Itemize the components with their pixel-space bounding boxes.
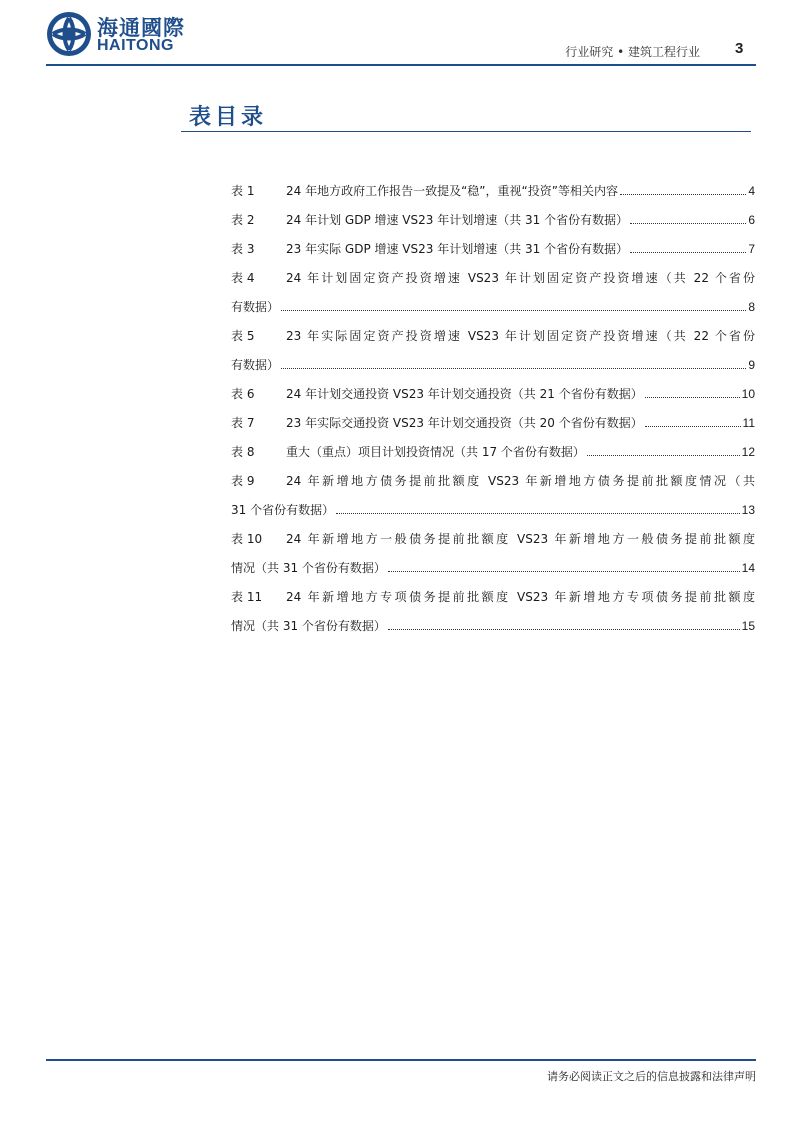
toc-entry-label: 表 6 (231, 386, 255, 401)
dot-leader (388, 571, 740, 572)
toc-entry[interactable] (231, 321, 755, 350)
toc-entry-title: 24 年计划交通投资 VS23 年计划交通投资（共 21 个省份有数据） (286, 386, 643, 401)
haitong-logo-icon (45, 10, 93, 58)
toc-entry-label: 表 9 (231, 473, 255, 488)
logo-english-name: HAITONG (97, 37, 174, 54)
toc-entry[interactable] (231, 466, 755, 495)
toc-entry-page: 15 (741, 618, 755, 633)
toc-entry[interactable] (231, 379, 755, 408)
page-title: 表目录 (189, 104, 268, 130)
toc-entry[interactable] (231, 205, 755, 234)
toc-entry-title: 24 年新增地方专项债务提前批额度 VS23 年新增地方专项债务提前批额度 (286, 589, 755, 604)
toc-entry-continuation[interactable] (231, 292, 755, 321)
dot-leader (645, 426, 741, 427)
toc-entry[interactable] (231, 524, 755, 553)
dot-leader (620, 194, 746, 195)
dot-leader (645, 397, 740, 398)
toc-entry-continuation[interactable] (231, 611, 755, 640)
toc-entry-continuation[interactable] (231, 350, 755, 379)
dot-leader (630, 252, 746, 253)
toc-entry-page: 6 (748, 212, 755, 227)
toc-entry[interactable] (231, 582, 755, 611)
page-header (0, 0, 802, 70)
toc-entry[interactable] (231, 176, 755, 205)
dot-leader (388, 629, 740, 630)
toc-entry-title-continued: 有数据） (231, 357, 280, 372)
toc-entry[interactable] (231, 263, 755, 292)
page-number: 3 (735, 40, 744, 57)
toc-entry-page: 10 (741, 386, 755, 401)
toc-entry-title-continued: 情况（共 31 个省份有数据） (231, 618, 386, 633)
table-of-contents (231, 176, 755, 640)
dot-leader (281, 310, 746, 311)
footer-divider (46, 1059, 756, 1061)
toc-entry-label: 表 4 (231, 270, 255, 285)
dot-leader (587, 455, 740, 456)
toc-entry-label: 表 11 (231, 589, 263, 604)
toc-entry-page: 14 (741, 560, 755, 575)
dot-leader (630, 223, 746, 224)
toc-entry-title: 24 年新增地方一般债务提前批额度 VS23 年新增地方一般债务提前批额度 (286, 531, 755, 546)
toc-entry-label: 表 10 (231, 531, 263, 546)
toc-entry-title-continued: 31 个省份有数据） (231, 502, 335, 517)
toc-entry[interactable] (231, 437, 755, 466)
toc-entry-title: 23 年实际交通投资 VS23 年计划交通投资（共 20 个省份有数据） (286, 415, 643, 430)
toc-entry-page: 11 (742, 415, 755, 430)
title-divider (181, 131, 751, 132)
toc-entry-title: 24 年地方政府工作报告一致提及“稳”，重视“投资”等相关内容 (286, 183, 618, 198)
toc-entry-title: 24 年新增地方债务提前批额度 VS23 年新增地方债务提前批额度情况（共 (286, 473, 755, 488)
dot-leader (336, 513, 740, 514)
toc-entry-title-continued: 有数据） (231, 299, 280, 314)
toc-entry-title: 重大（重点）项目计划投资情况（共 17 个省份有数据） (286, 444, 585, 459)
toc-entry-label: 表 3 (231, 241, 255, 256)
legal-disclaimer: 请务必阅读正文之后的信息披露和法律声明 (547, 1070, 756, 1083)
dot-leader (281, 368, 746, 369)
toc-entry-title: 24 年计划 GDP 增速 VS23 年计划增速（共 31 个省份有数据） (286, 212, 629, 227)
report-section: 行业研究 • 建筑工程行业 (565, 45, 700, 59)
toc-entry-continuation[interactable] (231, 553, 755, 582)
toc-entry-page: 7 (748, 241, 755, 256)
toc-entry-continuation[interactable] (231, 495, 755, 524)
toc-entry-title: 23 年实际 GDP 增速 VS23 年计划增速（共 31 个省份有数据） (286, 241, 629, 256)
toc-entry-label: 表 2 (231, 212, 255, 227)
toc-entry-title: 23 年实际固定资产投资增速 VS23 年计划固定资产投资增速（共 22 个省份 (286, 328, 755, 343)
toc-entry-label: 表 5 (231, 328, 255, 343)
toc-entry-title-continued: 情况（共 31 个省份有数据） (231, 560, 386, 575)
toc-entry-label: 表 1 (231, 183, 255, 198)
toc-entry-page: 9 (748, 357, 755, 372)
toc-entry-title: 24 年计划固定资产投资增速 VS23 年计划固定资产投资增速（共 22 个省份 (286, 270, 755, 285)
header-divider (46, 64, 756, 66)
toc-entry-label: 表 7 (231, 415, 255, 430)
toc-entry-label: 表 8 (231, 444, 255, 459)
toc-entry-page: 4 (748, 183, 755, 198)
toc-entry-page: 12 (741, 444, 755, 459)
logo-chinese-name: 海通國際 (97, 16, 185, 40)
toc-entry[interactable] (231, 408, 755, 437)
toc-entry[interactable] (231, 234, 755, 263)
toc-entry-page: 8 (748, 299, 755, 314)
toc-entry-page: 13 (741, 502, 755, 517)
